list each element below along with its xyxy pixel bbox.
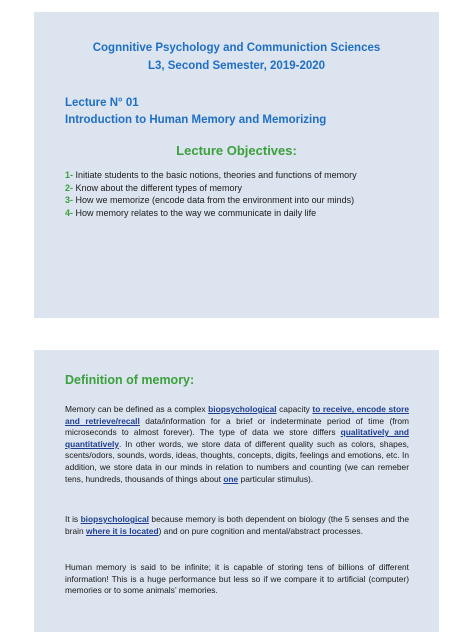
- definition-paragraph: [65, 404, 409, 485]
- capacity-paragraph: Human memory is said to be infinite; it is capable of storing tens of billions of different information! This is a huge performance but less so if we compare it to artificial (computer) memories or to some animals’ memories.: [65, 562, 409, 596]
- objective-item: [65, 169, 409, 182]
- objective-item: [65, 182, 409, 195]
- para-text: particular stimulus).: [238, 473, 314, 484]
- lecture-title: Introduction to Human Memory and Memorizing: [65, 114, 327, 126]
- highlighted-term: qualitatively and quantitatively: [65, 427, 410, 449]
- highlighted-term: to receive, encode store and retrieve/recall: [65, 404, 409, 426]
- definition-heading: Definition of memory:: [65, 373, 195, 387]
- objective-number: 1-: [65, 170, 74, 180]
- objective-text: How we memorize (encode data from the environment into our minds): [73, 195, 355, 205]
- lecture-number: Lecture N° 01: [65, 97, 139, 109]
- objectives-list: [65, 169, 409, 219]
- objective-text: Initiate students to the basic notions, theories and functions of memory: [73, 170, 357, 180]
- biopsychological-paragraph: [65, 514, 409, 537]
- course-title: Cognnitive Psychology and Communiction Sciences: [92, 42, 381, 54]
- lecture-header: [65, 95, 326, 129]
- para-text: data/information for a brief or indeterminate period of time (from microseconds to almost forever). The type of data we store differs: [65, 415, 409, 438]
- objective-text: Know about the different types of memory: [73, 182, 242, 193]
- para-text: It is: [65, 514, 81, 524]
- highlighted-term: biopsychological: [208, 404, 277, 414]
- objective-text: How memory relates to the way we communicate in daily life: [73, 207, 317, 218]
- objective-number: 2-: [65, 182, 74, 193]
- highlighted-term: one: [223, 473, 239, 484]
- course-title-block: [34, 39, 439, 75]
- slide-objectives: [34, 12, 439, 318]
- para-text: because memory is both dependent on biology (the 5 senses and the brain: [65, 514, 410, 536]
- objective-item: [65, 207, 409, 220]
- course-semester: L3, Second Semester, 2019-2020: [147, 60, 326, 72]
- objectives-heading: Lecture Objectives:: [176, 143, 297, 158]
- para-text: Memory can be defined as a complex: [65, 404, 209, 414]
- objective-number: 3-: [65, 195, 74, 205]
- para-text: ) and on pure cognition and mental/abstract processes.: [158, 525, 363, 536]
- highlighted-term: where it is located: [85, 525, 159, 536]
- slide-definition: [34, 350, 439, 632]
- objective-number: 4-: [65, 207, 74, 218]
- highlighted-term: biopsychological: [80, 514, 149, 524]
- para-text: . In other words, we store data of different quality such as colors, shapes, scents/odors, sounds, words, ideas, thoughts, concepts, digits, feelings and emotions, etc. In addition, we store data in our minds in relation to numbers and counting (we can remeber tens, hundreds, thousands of things about: [65, 438, 409, 484]
- para-text: capacity: [276, 404, 313, 414]
- objective-item: [65, 194, 409, 207]
